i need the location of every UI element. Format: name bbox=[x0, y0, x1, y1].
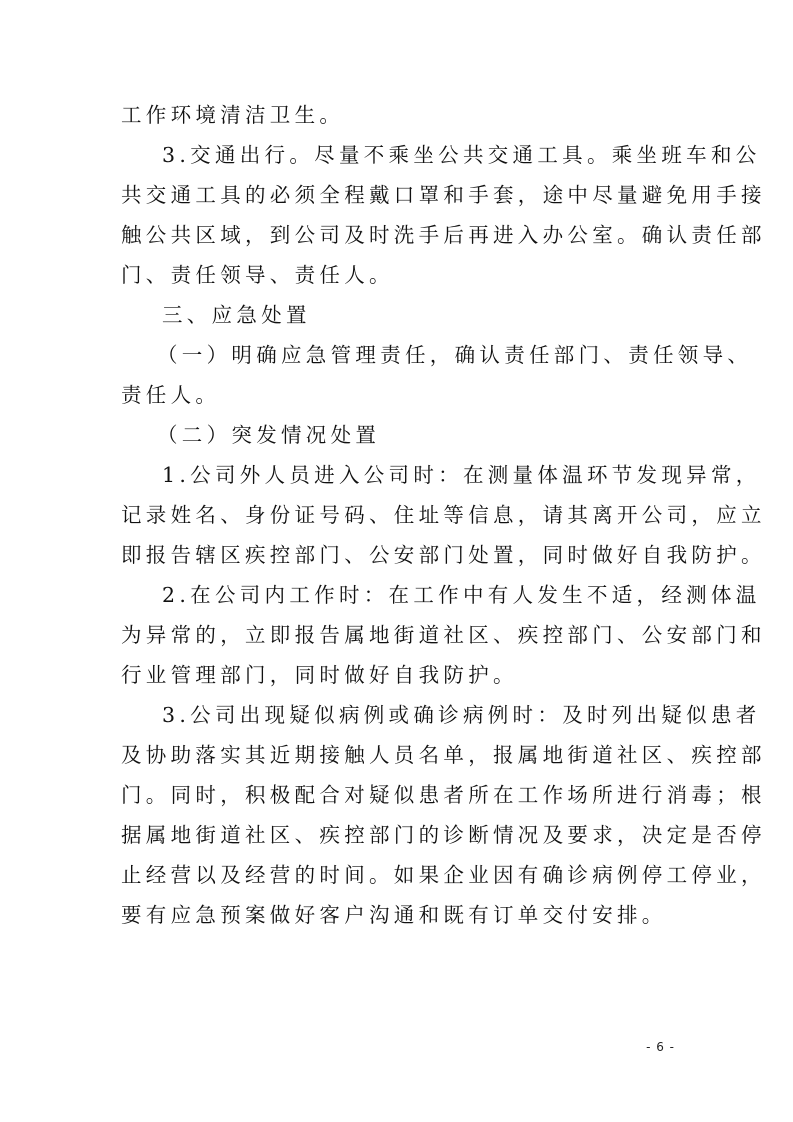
text-line: 门、责任领导、责任人。 bbox=[121, 263, 394, 287]
text-line: （二）突发情况处置 bbox=[157, 423, 381, 447]
text-line: 要有应急预案做好客户沟通和既有订单交付安排。 bbox=[121, 903, 667, 927]
paragraph-in-company bbox=[121, 575, 766, 695]
page-number: - 6 - bbox=[646, 1040, 675, 1054]
paragraph-line bbox=[121, 95, 681, 135]
paragraph-transport bbox=[121, 135, 766, 295]
text-line: 即报告辖区疾控部门、公安部门处置，同时做好自我防护。 bbox=[121, 543, 766, 567]
text-line: 共交通工具的必须全程戴口罩和手套，途中尽量避免用手接 bbox=[121, 183, 766, 207]
paragraph-outside-person bbox=[121, 455, 766, 575]
text-line: 责任人。 bbox=[121, 383, 221, 407]
text-line: 3.公司出现疑似病例或确诊病例时：及时列出疑似患者 bbox=[162, 703, 761, 727]
paragraph-suspected-case bbox=[121, 695, 766, 935]
text-line: 2.在公司内工作时：在工作中有人发生不适，经测体温 bbox=[162, 583, 761, 607]
section-heading bbox=[121, 295, 681, 335]
subsection-heading bbox=[121, 415, 681, 455]
text-line: 行业管理部门，同时做好自我防护。 bbox=[121, 663, 518, 687]
text-line: （一）明确应急管理责任，确认责任部门、责任领导、 bbox=[157, 343, 753, 367]
document-body bbox=[121, 95, 766, 935]
text-line: 为异常的，立即报告属地街道社区、疾控部门、公安部门和 bbox=[121, 623, 766, 647]
text-line: 记录姓名、身份证号码、住址等信息，请其离开公司，应立 bbox=[121, 503, 766, 527]
text-line: 1.公司外人员进入公司时：在测量体温环节发现异常， bbox=[162, 463, 761, 487]
text-line: 3.交通出行。尽量不乘坐公共交通工具。乘坐班车和公 bbox=[162, 143, 761, 167]
text-line: 及协助落实其近期接触人员名单，报属地街道社区、疾控部 bbox=[121, 743, 766, 767]
text-line: 工作环境清洁卫生。 bbox=[121, 103, 345, 127]
text-line: 三、应急处置 bbox=[162, 303, 311, 327]
text-line: 止经营以及经营的时间。如果企业因有确诊病例停工停业， bbox=[121, 863, 766, 887]
text-line: 门。同时，积极配合对疑似患者所在工作场所进行消毒；根 bbox=[121, 783, 766, 807]
text-line: 触公共区域，到公司及时洗手后再进入办公室。确认责任部 bbox=[121, 223, 766, 247]
paragraph-responsibility bbox=[121, 335, 753, 415]
text-line: 据属地街道社区、疾控部门的诊断情况及要求，决定是否停 bbox=[121, 823, 766, 847]
